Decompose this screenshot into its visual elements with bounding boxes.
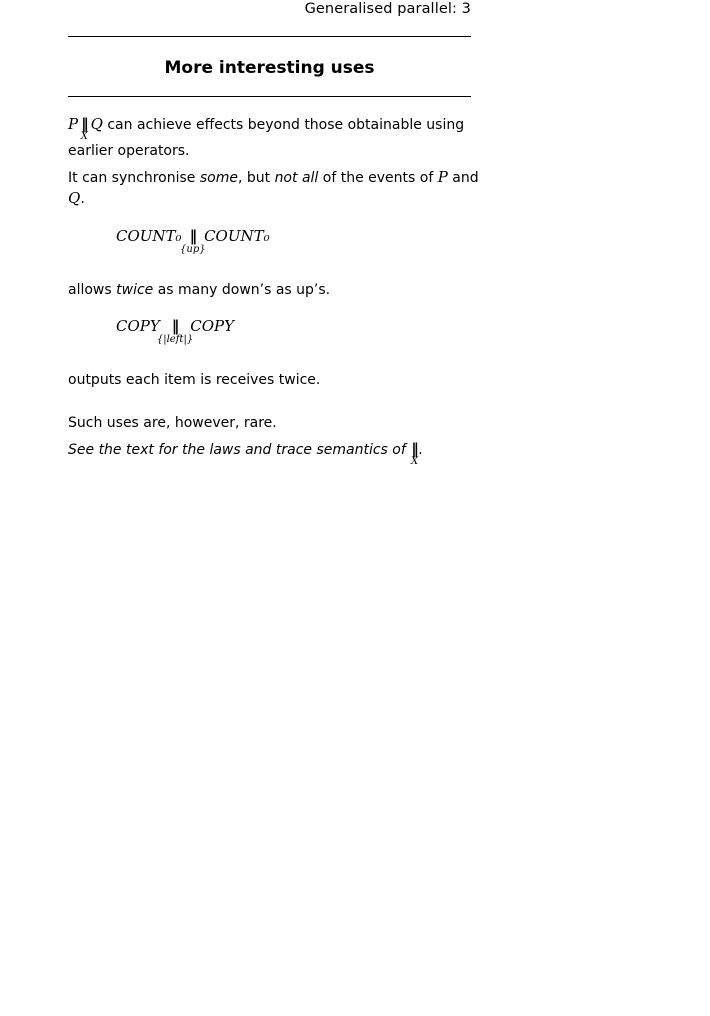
operator-subscript: X bbox=[410, 456, 419, 467]
process-p: P bbox=[68, 115, 79, 133]
equation-rhs: COUNT₀ bbox=[204, 227, 270, 245]
process-p: P bbox=[437, 168, 448, 186]
top-rule bbox=[68, 36, 471, 37]
process-q: Q bbox=[68, 189, 81, 207]
process-q: Q bbox=[90, 115, 103, 133]
operator-subscript: {|left|} bbox=[156, 334, 194, 345]
paragraph-see-text: See the text for the laws and trace semantics of ‖ X . bbox=[68, 439, 471, 461]
paragraph-outputs: outputs each item is receives twice. bbox=[68, 372, 321, 388]
equation-lhs: COPY bbox=[116, 317, 160, 335]
running-head: Generalised parallel: 3 bbox=[304, 1, 471, 17]
bottom-rule bbox=[68, 96, 471, 97]
paragraph-allows: allows twice as many down’s as up’s. bbox=[68, 282, 331, 298]
equation-copy bbox=[116, 317, 235, 345]
emphasis-not-all: not all bbox=[274, 170, 319, 186]
intro-line1-text: can achieve effects beyond those obtainable using bbox=[102, 117, 465, 133]
parallel-operator: ‖ {up} bbox=[180, 227, 206, 255]
intro-line2: earlier operators. bbox=[68, 143, 190, 159]
emphasis-twice: twice bbox=[116, 282, 154, 298]
parallel-operator: ‖ X bbox=[81, 114, 88, 136]
synchronise-line2: Q. bbox=[68, 189, 85, 207]
operator-subscript: X bbox=[80, 131, 88, 142]
equation-rhs: COPY bbox=[190, 317, 235, 335]
equation-lhs: COUNT₀ bbox=[116, 227, 182, 245]
paragraph-intro bbox=[68, 114, 471, 142]
equation-count bbox=[116, 227, 270, 255]
emphasis-some: some bbox=[199, 170, 238, 186]
slide-title: More interesting uses bbox=[164, 58, 375, 78]
paragraph-synchronise: It can synchronise some, but not all of the events of P and bbox=[68, 168, 479, 186]
paragraph-rare: Such uses are, however, rare. bbox=[68, 415, 277, 431]
parallel-operator: ‖ {|left|} bbox=[156, 317, 194, 345]
operator-subscript: {up} bbox=[180, 244, 206, 255]
parallel-operator: ‖ X bbox=[411, 439, 418, 461]
